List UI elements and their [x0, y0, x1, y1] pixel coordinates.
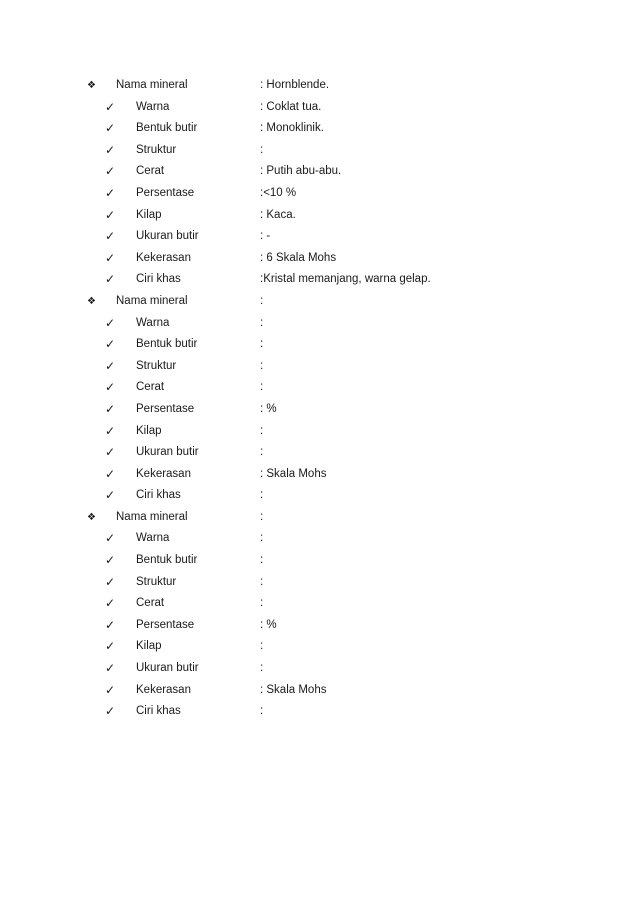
property-row [84, 313, 564, 335]
property-value: : [260, 597, 264, 610]
property-value: : Skala Mohs [260, 467, 327, 480]
property-label: Struktur [136, 359, 177, 372]
check-mark-icon: ✓ [104, 423, 116, 438]
property-label: Kekerasan [136, 251, 191, 264]
check-mark-icon: ✓ [104, 574, 116, 589]
mineral-group [84, 291, 564, 507]
check-mark-icon: ✓ [104, 445, 116, 460]
property-label: Ciri khas [136, 273, 181, 286]
check-mark-icon: ✓ [104, 229, 116, 244]
property-row [84, 680, 564, 702]
check-mark-icon: ✓ [104, 142, 116, 157]
check-mark-icon: ✓ [104, 380, 116, 395]
check-mark-icon: ✓ [104, 272, 116, 287]
check-mark-icon: ✓ [104, 358, 116, 373]
property-label: Bentuk butir [136, 554, 198, 567]
property-row [84, 183, 564, 205]
property-row [84, 442, 564, 464]
property-value: : [260, 359, 264, 372]
check-mark-icon: ✓ [104, 617, 116, 632]
property-row [84, 140, 564, 162]
property-row [84, 615, 564, 637]
property-value: : Kaca. [260, 208, 296, 221]
property-row [84, 572, 564, 594]
property-value: :Kristal memanjang, warna gelap. [260, 273, 431, 286]
property-row [84, 421, 564, 443]
check-mark-icon: ✓ [104, 185, 116, 200]
property-value: : [260, 575, 264, 588]
property-label: Struktur [136, 575, 177, 588]
property-value: : [260, 489, 264, 502]
property-label: Ciri khas [136, 489, 181, 502]
check-mark-icon: ✓ [104, 596, 116, 611]
mineral-header-row [84, 291, 564, 313]
diamond-bullet-icon: ❖ [87, 80, 95, 91]
property-value: : [260, 532, 264, 545]
property-row [84, 97, 564, 119]
property-row [84, 161, 564, 183]
property-label: Persentase [136, 618, 195, 631]
property-value: : [260, 446, 264, 459]
property-value: : [260, 143, 264, 156]
property-row [84, 334, 564, 356]
property-label: Bentuk butir [136, 338, 198, 351]
mineral-header-value: : Hornblende. [260, 79, 330, 91]
property-label: Persentase [136, 402, 195, 415]
property-label: Ciri khas [136, 705, 181, 718]
property-row [84, 118, 564, 140]
property-label: Cerat [136, 597, 165, 610]
property-value: : [260, 424, 264, 437]
property-value: : % [260, 618, 277, 631]
check-mark-icon: ✓ [104, 704, 116, 719]
check-mark-icon: ✓ [104, 639, 116, 654]
property-label: Persentase [136, 186, 195, 199]
property-row [84, 593, 564, 615]
check-mark-icon: ✓ [104, 466, 116, 481]
check-mark-icon: ✓ [104, 315, 116, 330]
mineral-group [84, 507, 564, 723]
property-label: Cerat [136, 165, 165, 178]
property-row [84, 658, 564, 680]
check-mark-icon: ✓ [104, 164, 116, 179]
property-row [84, 248, 564, 270]
property-label: Bentuk butir [136, 122, 198, 135]
property-value: : Coklat tua. [260, 100, 322, 113]
property-row [84, 464, 564, 486]
property-value: : [260, 554, 264, 567]
check-mark-icon: ✓ [104, 682, 116, 697]
check-mark-icon: ✓ [104, 99, 116, 114]
property-label: Kilap [136, 424, 162, 437]
property-label: Kilap [136, 208, 162, 221]
property-label: Cerat [136, 381, 165, 394]
mineral-header-value: : [260, 510, 264, 523]
check-mark-icon: ✓ [104, 250, 116, 265]
property-label: Struktur [136, 143, 177, 156]
property-label: Kilap [136, 640, 162, 653]
property-value: : [260, 640, 264, 653]
property-row [84, 226, 564, 248]
check-mark-icon: ✓ [104, 337, 116, 352]
check-mark-icon: ✓ [104, 207, 116, 222]
property-row [84, 528, 564, 550]
check-mark-icon: ✓ [104, 531, 116, 546]
mineral-header-label: Nama mineral [116, 510, 188, 523]
mineral-header-label: Nama mineral [116, 79, 188, 91]
property-row [84, 269, 564, 291]
property-row [84, 550, 564, 572]
check-mark-icon: ✓ [104, 488, 116, 503]
property-row [84, 636, 564, 658]
mineral-list [84, 75, 564, 723]
diamond-bullet-icon: ❖ [87, 295, 95, 307]
property-label: Kekerasan [136, 683, 191, 696]
property-row [84, 485, 564, 507]
check-mark-icon: ✓ [104, 401, 116, 416]
property-label: Warna [136, 100, 170, 113]
property-value: : 6 Skala Mohs [260, 251, 337, 264]
property-label: Warna [136, 316, 170, 329]
check-mark-icon: ✓ [104, 661, 116, 676]
mineral-header-label: Nama mineral [116, 294, 188, 307]
property-value: : Monoklinik. [260, 122, 324, 135]
diamond-bullet-icon: ❖ [87, 511, 95, 523]
mineral-group [84, 75, 564, 291]
mineral-header-row [84, 507, 564, 529]
property-value: : [260, 338, 264, 351]
property-label: Ukuran butir [136, 230, 199, 243]
mineral-header-row [84, 75, 564, 97]
property-value: : Putih abu-abu. [260, 165, 342, 178]
property-value: : % [260, 402, 277, 415]
property-row [84, 356, 564, 378]
property-value: : [260, 705, 264, 718]
property-value: : Skala Mohs [260, 683, 327, 696]
check-mark-icon: ✓ [104, 553, 116, 568]
property-value: :<10 % [260, 186, 297, 199]
property-label: Kekerasan [136, 467, 191, 480]
property-row [84, 399, 564, 421]
property-label: Warna [136, 532, 170, 545]
property-value: : [260, 381, 264, 394]
property-row [84, 701, 564, 723]
property-label: Ukuran butir [136, 662, 199, 675]
property-value: : [260, 316, 264, 329]
property-row [84, 205, 564, 227]
property-value: : [260, 662, 264, 675]
property-value: : - [260, 230, 271, 243]
mineral-header-value: : [260, 294, 264, 307]
check-mark-icon: ✓ [104, 121, 116, 136]
property-label: Ukuran butir [136, 446, 199, 459]
property-row [84, 377, 564, 399]
